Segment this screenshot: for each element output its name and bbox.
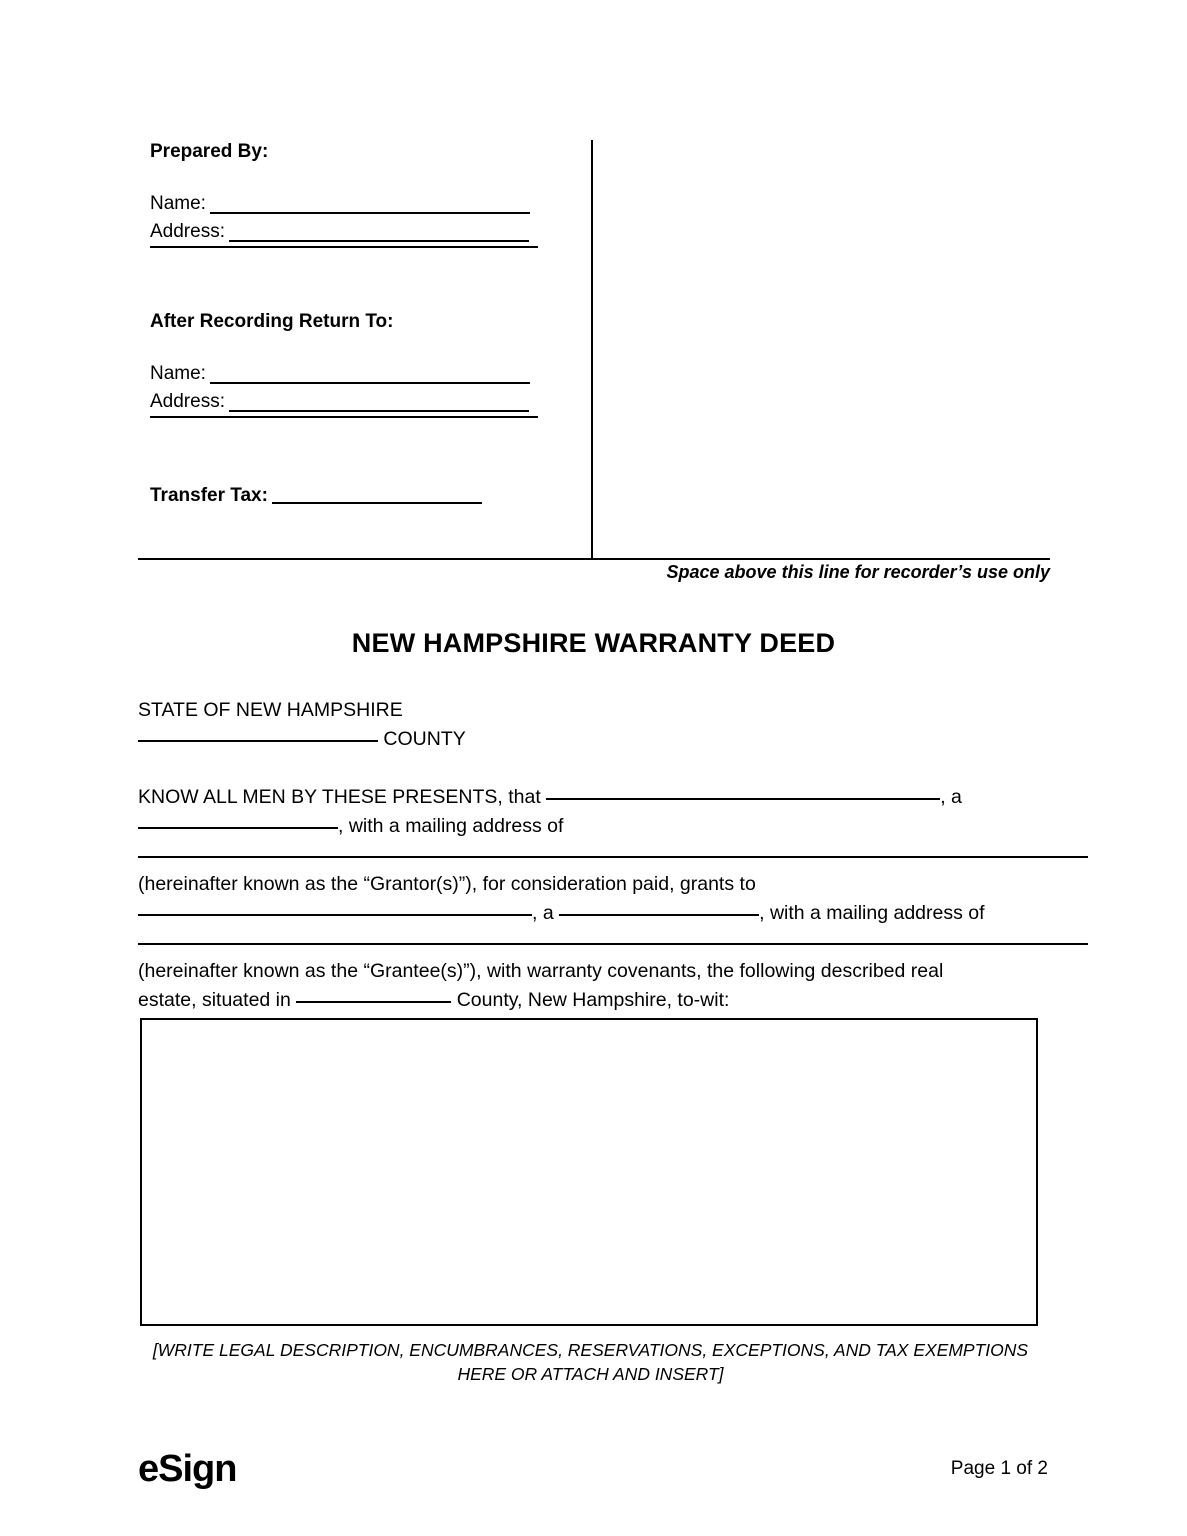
spacer bbox=[138, 754, 1043, 783]
recorder-left-column bbox=[150, 140, 570, 508]
grantor-name-input[interactable] bbox=[546, 798, 940, 800]
presents-suffix-label: , a bbox=[940, 786, 962, 808]
return-to-address-input[interactable] bbox=[229, 410, 529, 412]
recorder-use-block bbox=[138, 140, 1050, 558]
legal-description-caption-line-1: [WRITE LEGAL DESCRIPTION, ENCUMBRANCES, RESERVATIONS, EXCEPTIONS, AND TAX EXEMPTIONS bbox=[152, 1340, 1029, 1360]
grantee-address-input-tail[interactable] bbox=[1013, 943, 1088, 945]
estate-county-input[interactable] bbox=[296, 1001, 451, 1003]
presents-prefix-label: KNOW ALL MEN BY THESE PRESENTS, that bbox=[138, 786, 547, 808]
grantee-entity-suffix-label: , with a mailing address of bbox=[759, 902, 985, 924]
return-to-name-input[interactable] bbox=[210, 382, 530, 384]
grantee-known-as-line-2 bbox=[138, 986, 1043, 1015]
grantor-address-input-tail[interactable] bbox=[1013, 856, 1088, 858]
spacer bbox=[150, 422, 570, 484]
grantee-entity-input[interactable] bbox=[559, 914, 759, 916]
estate-situated-suffix-label: County, New Hampshire, to-wit: bbox=[451, 989, 730, 1011]
return-to-name-row bbox=[150, 360, 570, 388]
recorder-bottom-rule bbox=[138, 558, 1050, 560]
recorder-vertical-divider bbox=[591, 140, 593, 558]
transfer-tax-label: Transfer Tax: bbox=[150, 485, 268, 506]
prepared-by-name-row bbox=[150, 190, 570, 218]
prepared-by-address-label: Address: bbox=[150, 221, 225, 242]
return-to-address-label: Address: bbox=[150, 391, 225, 412]
prepared-by-address-input-2[interactable] bbox=[150, 246, 538, 248]
deed-body bbox=[138, 696, 1043, 1015]
grantor-known-as-line: (hereinafter known as the “Grantor(s)”), for consideration paid, grants to bbox=[138, 873, 756, 895]
prepared-by-address-row bbox=[150, 218, 570, 246]
page-title: NEW HAMPSHIRE WARRANTY DEED bbox=[351, 628, 836, 658]
prepared-by-heading: Prepared By: bbox=[150, 141, 269, 162]
prepared-by-name-label: Name: bbox=[150, 193, 206, 214]
state-line: STATE OF NEW HAMPSHIRE bbox=[138, 699, 403, 721]
spacer bbox=[150, 334, 570, 360]
esign-logo: eSign bbox=[138, 1448, 237, 1490]
spacer bbox=[150, 164, 570, 190]
grantor-entity-suffix-label: , with a mailing address of bbox=[338, 815, 564, 837]
grantee-address-input[interactable] bbox=[138, 943, 1013, 945]
county-suffix-label: COUNTY bbox=[378, 728, 466, 750]
grantor-entity-line bbox=[138, 812, 1043, 841]
recorder-use-note: Space above this line for recorder’s use only bbox=[666, 562, 1050, 582]
grantor-address-line bbox=[138, 841, 1043, 870]
grantee-entity-line bbox=[138, 899, 1043, 928]
legal-description-caption-line-2: HERE OR ATTACH AND INSERT] bbox=[457, 1364, 724, 1384]
page-footer bbox=[138, 1450, 1048, 1488]
return-to-heading: After Recording Return To: bbox=[150, 311, 394, 332]
page-number: Page 1 of 2 bbox=[950, 1458, 1048, 1479]
legal-description-caption bbox=[138, 1338, 1043, 1386]
estate-situated-prefix-label: estate, situated in bbox=[138, 989, 297, 1011]
grantee-name-input[interactable] bbox=[138, 914, 532, 916]
transfer-tax-input[interactable] bbox=[272, 502, 482, 504]
prepared-by-address-input[interactable] bbox=[229, 240, 529, 242]
return-to-name-label: Name: bbox=[150, 363, 206, 384]
grantee-mid-label: , a bbox=[532, 902, 560, 924]
county-line bbox=[138, 725, 1043, 754]
grantee-address-line bbox=[138, 928, 1043, 957]
prepared-by-name-input[interactable] bbox=[210, 212, 530, 214]
legal-description-textarea[interactable] bbox=[140, 1018, 1038, 1326]
grantee-known-as-line-1: (hereinafter known as the “Grantee(s)”), with warranty covenants, the following described real bbox=[138, 960, 944, 982]
grantor-address-input[interactable] bbox=[138, 856, 1013, 858]
transfer-tax-row bbox=[150, 484, 570, 508]
grantor-entity-input[interactable] bbox=[138, 827, 338, 829]
return-to-address-row bbox=[150, 388, 570, 416]
county-input[interactable] bbox=[138, 740, 378, 742]
presents-line bbox=[138, 783, 1043, 812]
return-to-address-input-2[interactable] bbox=[150, 416, 538, 418]
spacer bbox=[150, 252, 570, 310]
